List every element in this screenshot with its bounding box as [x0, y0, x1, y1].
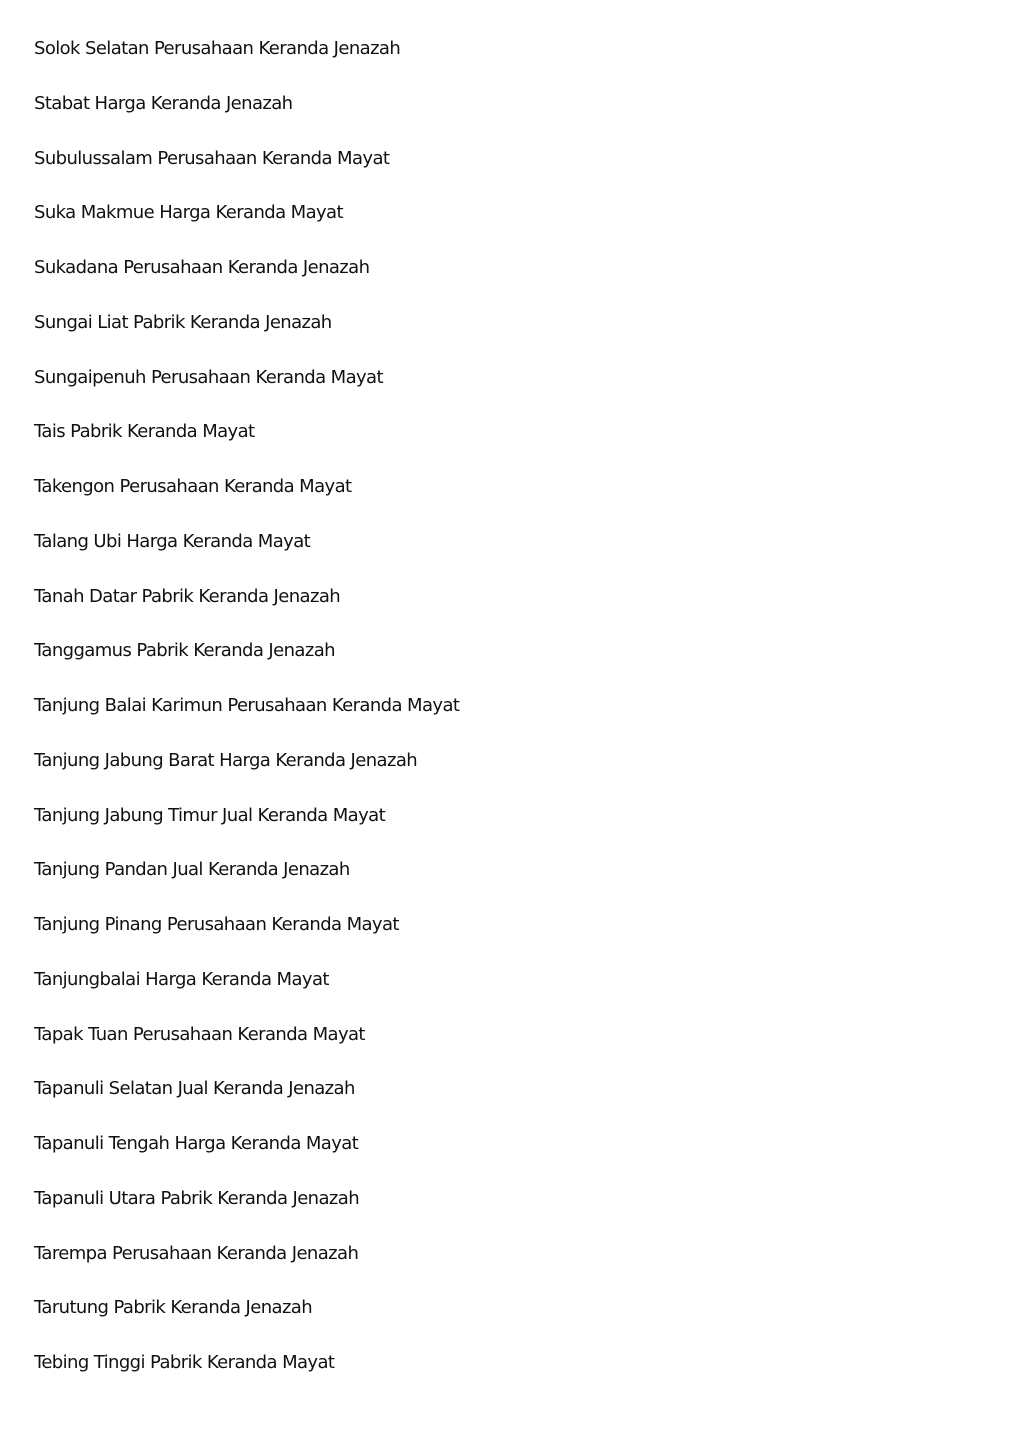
text-line: Tanjungbalai Harga Keranda Mayat: [34, 968, 329, 990]
text-line: Tapak Tuan Perusahaan Keranda Mayat: [34, 1023, 365, 1045]
text-line: Tebing Tinggi Pabrik Keranda Mayat: [34, 1352, 335, 1373]
text-line: Tapanuli Tengah Harga Keranda Mayat: [34, 1133, 359, 1154]
text-line: Tanjung Balai Karimun Perusahaan Keranda Mayat: [34, 695, 460, 716]
text-line: Sungaipenuh Perusahaan Keranda Mayat: [34, 366, 383, 388]
text-line: Tanjung Jabung Timur Jual Keranda Mayat: [34, 804, 386, 826]
text-line: Tapanuli Utara Pabrik Keranda Jenazah: [34, 1187, 360, 1209]
text-line: Takengon Perusahaan Keranda Mayat: [34, 476, 352, 497]
text-line: Tarutung Pabrik Keranda Jenazah: [34, 1297, 313, 1319]
text-line: Tanjung Pandan Jual Keranda Jenazah: [34, 859, 350, 881]
text-line: Tapanuli Selatan Jual Keranda Jenazah: [34, 1078, 355, 1100]
text-line: Stabat Harga Keranda Jenazah: [34, 92, 293, 114]
text-line: Tanggamus Pabrik Keranda Jenazah: [34, 640, 335, 662]
text-line: Solok Selatan Perusahaan Keranda Jenazah: [34, 38, 401, 59]
text-line: Tanah Datar Pabrik Keranda Jenazah: [34, 585, 341, 607]
text-line: Sukadana Perusahaan Keranda Jenazah: [34, 257, 370, 278]
text-line: Tais Pabrik Keranda Mayat: [34, 421, 255, 443]
text-line: Tanjung Pinang Perusahaan Keranda Mayat: [34, 914, 399, 935]
text-line: Talang Ubi Harga Keranda Mayat: [34, 530, 311, 552]
text-line: Subulussalam Perusahaan Keranda Mayat: [34, 147, 390, 169]
text-line: Suka Makmue Harga Keranda Mayat: [34, 202, 343, 224]
text-line: Sungai Liat Pabrik Keranda Jenazah: [34, 311, 332, 333]
text-line: Tarempa Perusahaan Keranda Jenazah: [34, 1242, 359, 1264]
text-line: Tanjung Jabung Barat Harga Keranda Jenazah: [34, 749, 418, 771]
text-line-list: [34, 36, 459, 1405]
